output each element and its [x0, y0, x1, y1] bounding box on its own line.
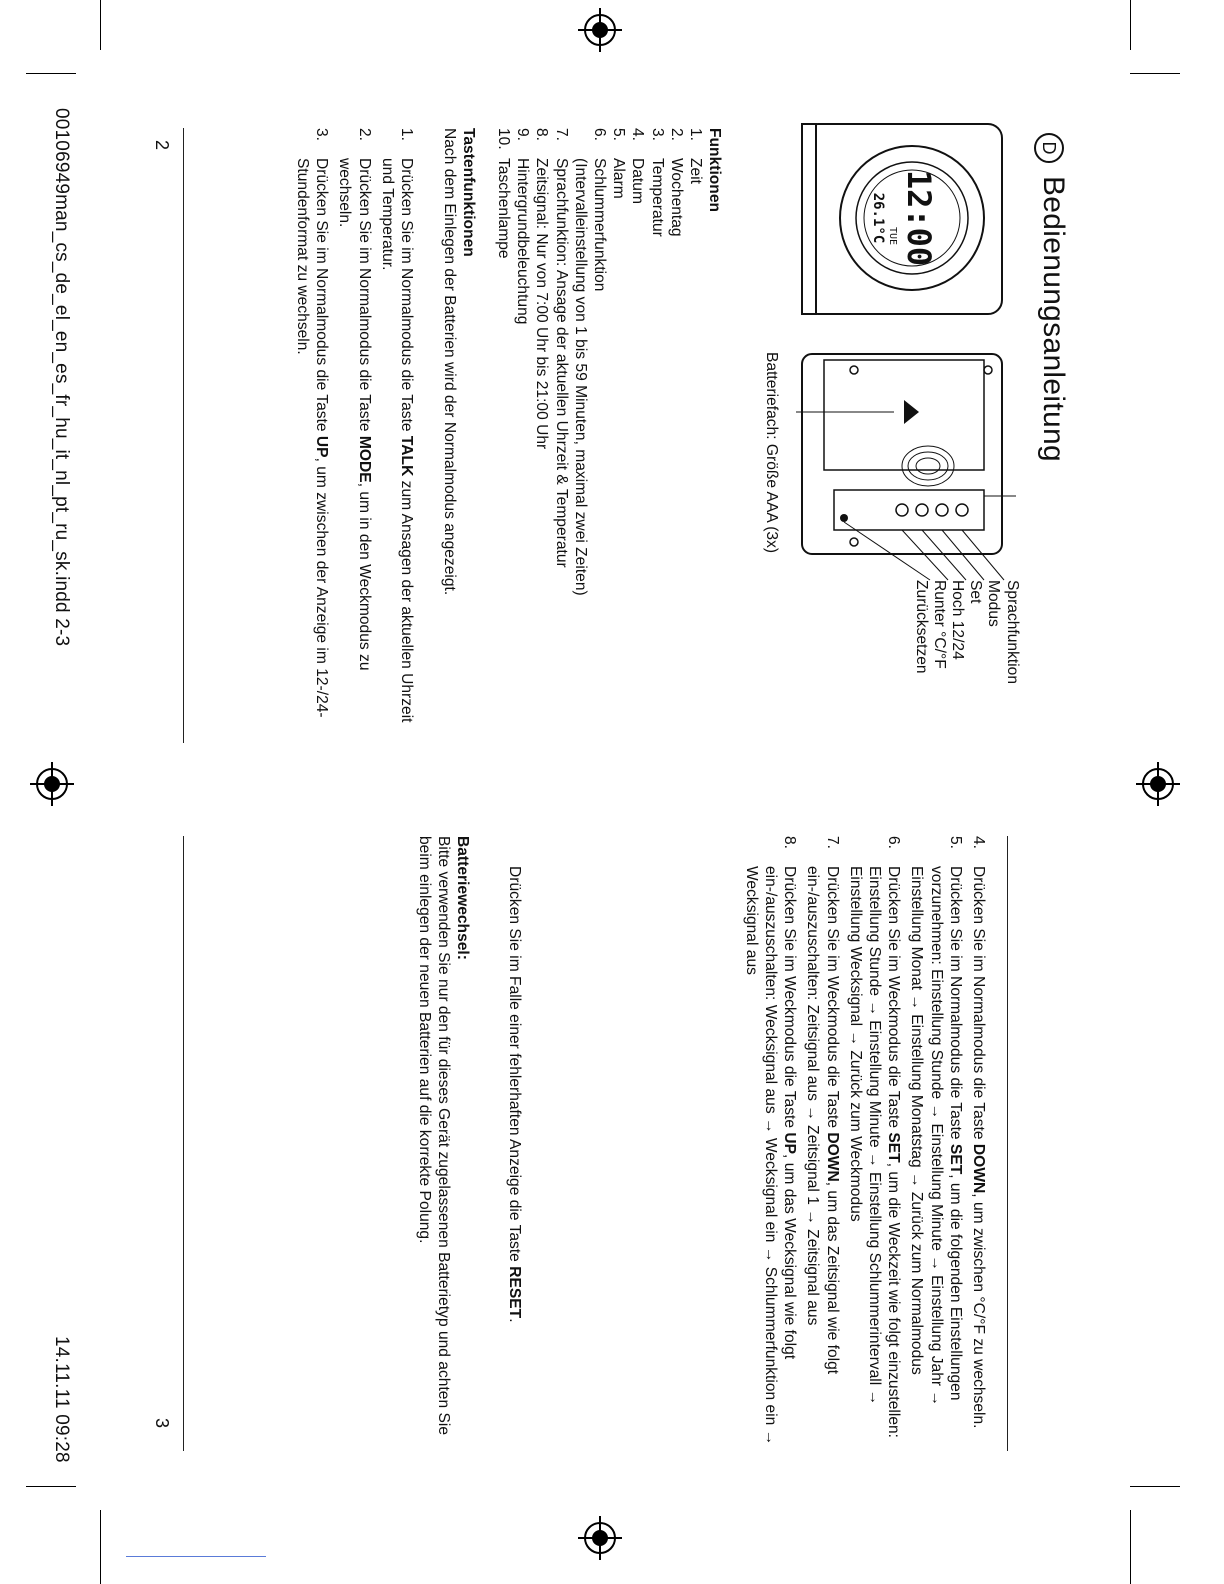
- divider: [183, 128, 184, 743]
- list-number: 4.: [629, 128, 647, 142]
- list-text: Zeitsignal: Nur von 7:00 Uhr bis 21:00 Uhr: [533, 158, 551, 450]
- list-item: [686, 128, 705, 748]
- callout-set: Set: [967, 580, 984, 604]
- list-text: Zeit: [687, 158, 704, 184]
- battery-compartment-label: Batteriefach: Größe AAA (3x): [763, 352, 780, 554]
- list-item: [571, 128, 590, 748]
- list-item: [513, 128, 532, 748]
- key-name: MODE: [355, 435, 373, 483]
- list-item: [378, 128, 416, 743]
- page-title: Bedienungsanleitung: [1037, 176, 1070, 462]
- list-item: [590, 128, 609, 748]
- list-text: Drücken Sie im Normalmodus die Taste: [970, 866, 987, 1144]
- list-text: , um das Wecksignal wie folgt ein-/auszuschalten: Wecksignal aus → Wecksignal ein → Schlummerfunktion ein → Wecksignal aus: [742, 866, 799, 1446]
- list-item: [647, 128, 666, 748]
- page-number-right: 3: [152, 1418, 172, 1429]
- key-name: DOWN: [970, 1143, 987, 1194]
- page-number-left: 2: [152, 140, 172, 151]
- batteriewechsel-text: Bitte verwenden Sie nur den für dieses Gerät zugelassenen Batterietyp und achten Sie beim einlegen der neuen Batterien auf die korrekte Polung.: [415, 836, 452, 1435]
- list-text: Schlummerfunktion: [590, 158, 608, 292]
- key-name: TALK: [398, 435, 415, 477]
- list-text: Drücken Sie im Normalmodus die Taste: [946, 866, 964, 1144]
- list-number: 8.: [781, 836, 799, 850]
- batteriewechsel-heading: Batteriewechsel:: [454, 836, 471, 960]
- list-text: Temperatur: [648, 158, 666, 237]
- list-text: , um zwischen der Anzeige im 12-/24-Stundenformat zu wechseln.: [293, 158, 331, 718]
- list-number: 6.: [885, 836, 903, 850]
- list-text: Alarm: [610, 158, 628, 199]
- list-text: Drücken Sie im Normalmodus die Taste: [355, 158, 373, 436]
- lcd-temp: 26.1°C: [870, 192, 886, 244]
- list-number: 5.: [946, 836, 964, 850]
- list-item: [609, 128, 628, 748]
- list-item: [293, 128, 331, 743]
- list-text: , um die folgenden Einstellungen vorzunehmen: Einstellung Stunde → Einstellung Minute → Einstellung Jahr → Einstellung Monat → Einstellung Monatstag → Zurück zum Normalmodus: [908, 866, 964, 1407]
- list-text: zum Ansagen der aktuellen Uhrzeit und Temperatur.: [378, 158, 415, 723]
- list-item: [969, 836, 988, 1448]
- list-item: [628, 128, 647, 748]
- lcd-day: TUE: [887, 226, 898, 246]
- list-number: 3.: [648, 128, 666, 142]
- callout-hoch: Hoch 12/24: [949, 580, 966, 660]
- list-text: Hintergrundbeleuchtung: [514, 158, 532, 325]
- callout-sprachfunktion: Sprachfunktion: [1004, 580, 1021, 685]
- list-text: Datum: [629, 158, 647, 204]
- list-item: [335, 128, 373, 743]
- list-number: 2.: [355, 128, 373, 142]
- list-item: [742, 836, 800, 1448]
- callout-zuruecksetzen: Zurücksetzen: [913, 580, 930, 674]
- list-number: 4.: [970, 836, 987, 850]
- list-number: 7.: [823, 836, 841, 850]
- list-item: [667, 128, 686, 748]
- clock-back: [796, 354, 1016, 580]
- list-item: [803, 836, 841, 1448]
- lcd-time: 12:00: [900, 169, 938, 267]
- list-number: 3.: [313, 128, 331, 142]
- reset-button-icon: [840, 514, 848, 522]
- list-text: , um die Weckzeit wie folgt einzustellen: Einstellung Stunde → Einstellung Minute → Einstellung Schlummerintervall → Einstellung Wecksignal → Zurück zum Weckmodus: [846, 866, 903, 1439]
- list-number: 1.: [398, 128, 415, 142]
- funktionen-list: [494, 128, 705, 748]
- list-item: [532, 128, 551, 748]
- key-name: DOWN: [823, 1132, 841, 1182]
- list-number: 1.: [687, 128, 704, 142]
- list-text: , um das Zeitsignal wie folgt ein-/auszuschalten: Zeitsignal aus → Zeitsignal 1 → Zeitsignal aus: [804, 866, 841, 1375]
- funktionen-heading: Funktionen: [706, 128, 723, 213]
- key-name: UP: [313, 435, 331, 458]
- tastenfunktionen-heading: Tastenfunktionen: [460, 128, 477, 257]
- list-text: Drücken Sie im Weckmodus die Taste: [885, 866, 903, 1133]
- callout-modus: Modus: [985, 580, 1002, 627]
- print-date-slug: 14.11.11 09:28: [51, 1336, 72, 1463]
- divider: [1007, 836, 1008, 1451]
- list-text: Drücken Sie im Weckmodus die Taste: [823, 866, 841, 1133]
- key-name: UP: [781, 1132, 799, 1155]
- list-number: 2.: [667, 128, 685, 142]
- callout-runter: Runter °C/°F: [931, 580, 948, 669]
- list-item: [494, 128, 513, 748]
- list-number: 7.: [552, 128, 570, 142]
- list-number: 6.: [590, 128, 608, 142]
- list-text: , um zwischen °C/°F zu wechseln.: [970, 1193, 987, 1429]
- list-text: Drücken Sie im Normalmodus die Taste: [313, 158, 331, 436]
- list-item: [551, 128, 570, 748]
- list-text: Sprachfunktion: Ansage der aktuellen Uhrzeit & Temperatur: [552, 158, 570, 568]
- divider: [183, 836, 184, 1451]
- list-text: Drücken Sie im Weckmodus die Taste: [781, 866, 799, 1133]
- list-number: 9.: [514, 128, 532, 142]
- clock-figure: [784, 120, 1024, 740]
- list-number: 8.: [533, 128, 551, 142]
- reset-instruction: Drücken Sie im Falle einer fehlerhaften Anzeige die Taste RESET.: [506, 866, 523, 1323]
- list-number: 10.: [494, 128, 512, 150]
- list-text: Wochentag: [667, 158, 685, 237]
- list-text: Taschenlampe: [494, 158, 512, 259]
- list-item: [907, 836, 965, 1448]
- key-name: SET: [885, 1132, 903, 1163]
- list-text: (Intervalleinstellung von 1 bis 59 Minuten, maximal zwei Zeiten): [571, 158, 589, 596]
- tastenfunktionen-intro: Nach dem Einlegen der Batterien wird der Normalmodus angezeigt.: [441, 128, 458, 596]
- key-name: SET: [946, 1143, 964, 1175]
- list-number: 5.: [610, 128, 628, 142]
- list-text: Drücken Sie im Normalmodus die Taste: [398, 158, 415, 436]
- list-item: [846, 836, 904, 1448]
- right-instructions-list: [738, 836, 988, 1448]
- language-badge: D: [1034, 133, 1064, 163]
- list-text: , um in den Weckmodus zu wechseln.: [336, 158, 373, 671]
- tasten-list: [289, 128, 416, 743]
- indd-file-slug: 00106949man_cs_de_el_en_es_fr_hu_it_nl_pt_ru_sk.indd 2-3: [51, 108, 72, 647]
